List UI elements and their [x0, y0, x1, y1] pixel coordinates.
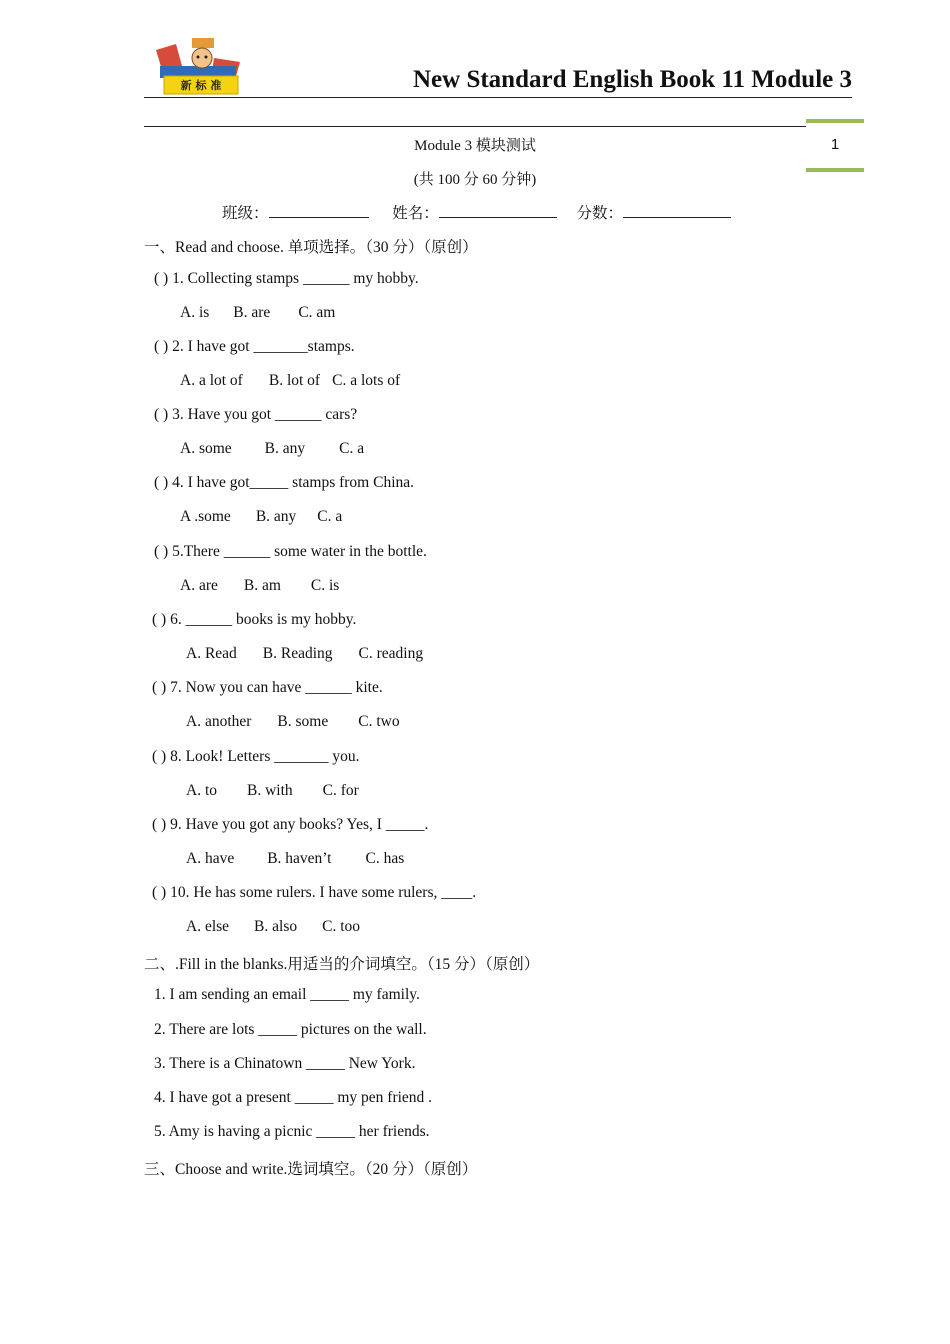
- option-c[interactable]: C. am: [298, 304, 336, 321]
- test-title: Module 3 模块测试: [414, 138, 536, 154]
- score-field[interactable]: [623, 201, 731, 218]
- option-c[interactable]: C. too: [322, 918, 361, 935]
- question-10-stem: ( ) 10. He has some rulers. I have some rulers, ____.: [152, 884, 477, 901]
- option-b[interactable]: B. any: [255, 508, 297, 525]
- question-1-options: [180, 304, 335, 322]
- option-a[interactable]: A. another: [186, 713, 252, 730]
- question-5-stem: ( ) 5.There ______ some water in the bottle.: [154, 543, 427, 560]
- question-6-stem: ( ) 6. ______ books is my hobby.: [152, 611, 357, 628]
- option-c[interactable]: C. reading: [358, 645, 424, 662]
- question-8-options: [186, 782, 359, 800]
- section-3-heading: 三、Choose and write.选词填空。（20 分）（原创）: [144, 1161, 478, 1178]
- option-a[interactable]: A. Read: [186, 645, 237, 662]
- option-a[interactable]: A. some: [180, 440, 232, 457]
- option-b[interactable]: B. also: [254, 918, 298, 935]
- option-c[interactable]: C. a lots of: [332, 372, 401, 389]
- option-c[interactable]: C. two: [358, 713, 400, 730]
- option-a[interactable]: A. is: [180, 304, 210, 321]
- score-label: 分数：: [576, 205, 624, 222]
- option-c[interactable]: C. a: [317, 508, 343, 525]
- option-b[interactable]: B. some: [277, 713, 329, 730]
- question-4-options: [180, 508, 342, 526]
- student-info-row: [222, 201, 731, 223]
- option-b[interactable]: B. am: [243, 577, 281, 594]
- test-subtitle: (共 100 分 60 分钟): [413, 172, 537, 188]
- question-1-stem: ( ) 1. Collecting stamps ______ my hobby.: [154, 270, 419, 287]
- option-c[interactable]: C. a: [339, 440, 365, 457]
- question-8-stem: ( ) 8. Look! Letters _______ you.: [152, 748, 360, 765]
- class-label: 班级：: [222, 205, 269, 222]
- page-number-bar-top: [806, 119, 864, 123]
- question-2-options: [180, 372, 400, 390]
- name-label: 姓名：: [392, 205, 439, 222]
- question-7-options: [186, 713, 400, 731]
- question-4-stem: ( ) 4. I have got_____ stamps from China.: [154, 474, 415, 491]
- header-rule: [144, 97, 852, 98]
- publisher-logo: [152, 36, 244, 96]
- option-a[interactable]: A. a lot of: [180, 372, 243, 389]
- option-b[interactable]: B. are: [233, 304, 271, 321]
- option-c[interactable]: C. for: [322, 782, 359, 799]
- name-field[interactable]: [439, 201, 557, 218]
- fill-blank-item: 2. There are lots _____ pictures on the wall.: [154, 1021, 427, 1038]
- option-c[interactable]: C. is: [310, 577, 340, 594]
- option-b[interactable]: B. with: [247, 782, 293, 799]
- question-10-options: [186, 918, 360, 936]
- question-3-stem: ( ) 3. Have you got ______ cars?: [154, 406, 358, 423]
- option-a[interactable]: A. to: [186, 782, 217, 799]
- option-b[interactable]: B. lot of: [268, 372, 321, 389]
- section-1-heading: 一、Read and choose. 单项选择。（30 分）（原创）: [144, 239, 478, 256]
- page-number: 1: [830, 136, 840, 153]
- question-7-stem: ( ) 7. Now you can have ______ kite.: [152, 679, 383, 696]
- question-9-options: [186, 850, 404, 868]
- option-a[interactable]: A .some: [180, 508, 231, 525]
- option-b[interactable]: B. any: [264, 440, 306, 457]
- fill-blank-item: 1. I am sending an email _____ my family.: [154, 986, 420, 1003]
- question-9-stem: ( ) 9. Have you got any books? Yes, I _____.: [152, 816, 429, 833]
- question-6-options: [186, 645, 423, 663]
- fill-blank-item: 4. I have got a present _____ my pen friend .: [154, 1089, 433, 1106]
- option-a[interactable]: A. else: [186, 918, 230, 935]
- fill-blank-item: 5. Amy is having a picnic _____ her friends.: [154, 1123, 430, 1140]
- section-2-heading: 二、.Fill in the blanks.用适当的介词填空。（15 分）（原创）: [144, 956, 540, 973]
- option-a[interactable]: A. are: [180, 577, 218, 594]
- question-3-options: [180, 440, 364, 458]
- content-top-rule: [144, 126, 806, 127]
- option-b[interactable]: B. haven’t: [267, 850, 332, 867]
- question-5-options: [180, 577, 339, 595]
- logo-text: 新 标 准: [180, 79, 222, 92]
- option-a[interactable]: A. have: [186, 850, 235, 867]
- option-b[interactable]: B. Reading: [262, 645, 333, 662]
- option-c[interactable]: C. has: [365, 850, 405, 867]
- class-field[interactable]: [269, 201, 369, 218]
- question-2-stem: ( ) 2. I have got _______stamps.: [154, 338, 355, 355]
- fill-blank-item: 3. There is a Chinatown _____ New York.: [154, 1055, 416, 1072]
- header-title: New Standard English Book 11 Module 3: [413, 66, 852, 93]
